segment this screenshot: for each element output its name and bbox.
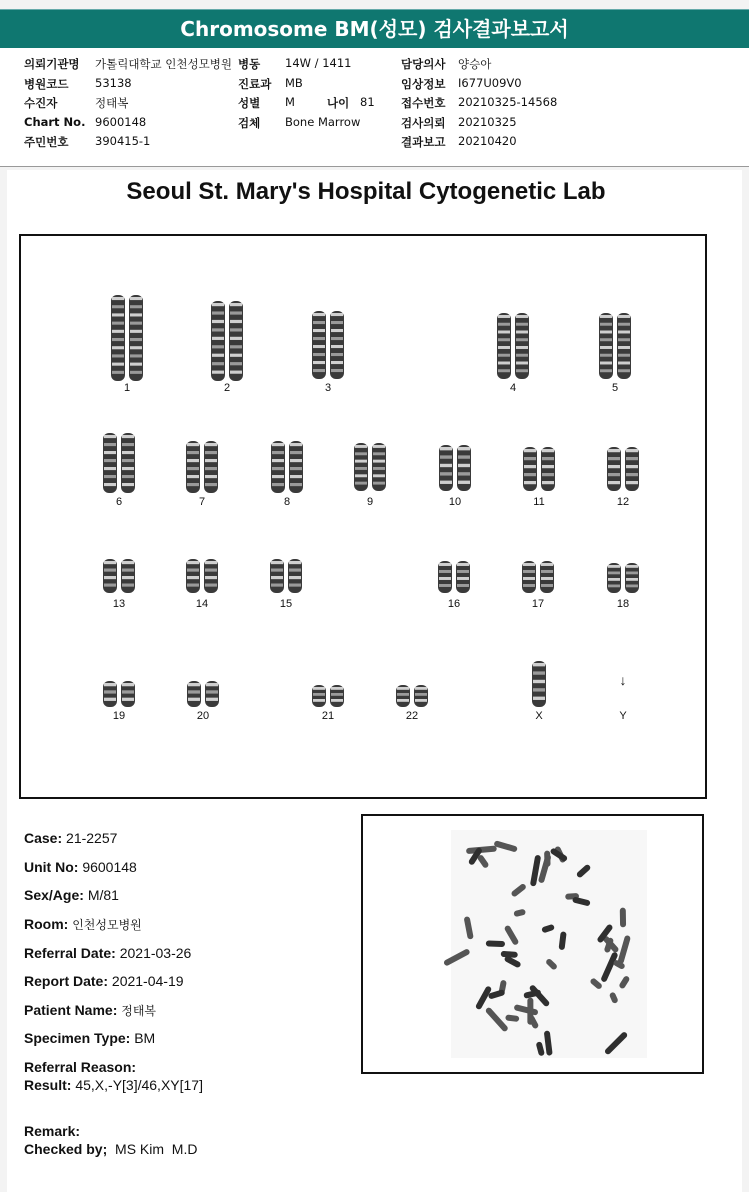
specimen-type-value: BM — [134, 1030, 156, 1046]
referral-date-label: Referral Date: — [24, 945, 116, 961]
specimen-type-line — [24, 1030, 155, 1046]
referral-reason-label: Referral Reason: — [24, 1059, 137, 1075]
header-label: 결과보고 — [401, 135, 446, 149]
checked-by-line — [24, 1141, 197, 1157]
header-value: 9600148 — [95, 115, 147, 129]
chromosome-pair-4 — [492, 312, 534, 380]
header-value: 정태복 — [95, 96, 129, 110]
chromosome-label-2: 2 — [223, 382, 231, 394]
header-label: 병원코드 — [24, 77, 69, 91]
referral-date-value: 2021-03-26 — [119, 945, 192, 961]
header-value: 53138 — [95, 76, 132, 90]
chromosome-pair-11 — [518, 446, 560, 492]
room-label: Room: — [24, 916, 69, 932]
chromosome-label-9: 9 — [366, 496, 374, 508]
checked-by-value: MS Kim M.D — [115, 1141, 198, 1157]
header-value: 20210420 — [458, 134, 517, 148]
result-value: 45,X,-Y[3]/46,XY[17] — [75, 1077, 203, 1093]
metaphase-chromosome — [486, 940, 505, 947]
case-label: Case: — [24, 830, 63, 846]
header-label: 성별 — [238, 96, 261, 110]
sex-age-line — [24, 887, 119, 903]
report-title-bar — [0, 9, 749, 49]
header-label: 주민번호 — [24, 135, 69, 149]
header-label: 수진자 — [24, 96, 58, 110]
chromosome-pair-5 — [594, 312, 636, 380]
chromosome-label-15: 15 — [279, 598, 293, 610]
chromosome-pair-21 — [307, 684, 349, 708]
chromosome-pair-20 — [182, 680, 224, 708]
chromosome-pair-16 — [433, 560, 475, 594]
header-value: 390415-1 — [95, 134, 151, 148]
unit-no-value: 9600148 — [82, 859, 137, 875]
header-value: I677U09V0 — [458, 76, 522, 90]
chromosome-pair-7 — [181, 440, 223, 494]
chromosome-pair-2 — [206, 300, 248, 382]
sex-age-value: M/81 — [87, 887, 119, 903]
metaphase-image-panel — [361, 814, 704, 1074]
chromosome-label-Y: Y — [619, 710, 627, 722]
chromosome-label-22: 22 — [405, 710, 419, 722]
chromosome-label-19: 19 — [112, 710, 126, 722]
chromosome-label-12: 12 — [616, 496, 630, 508]
sex-age-label: Sex/Age: — [24, 887, 84, 903]
room-line — [24, 916, 142, 933]
unit-no-line — [24, 859, 137, 875]
chromosome-pair-17 — [517, 560, 559, 594]
chromosome-label-1: 1 — [123, 382, 131, 394]
missing-y-arrow-icon: ↓ — [619, 672, 627, 688]
chromosome-label-11: 11 — [533, 496, 545, 508]
remark-label: Remark: — [24, 1123, 81, 1139]
chromosome-label-6: 6 — [115, 496, 123, 508]
header-value: 14W / 1411 — [285, 56, 352, 70]
referral-date-line — [24, 945, 191, 961]
chromosome-label-20: 20 — [196, 710, 210, 722]
header-label: 검체 — [238, 116, 261, 130]
chromosome-pair-8 — [266, 440, 308, 494]
header-label: Chart No. — [24, 115, 86, 129]
chromosome-label-5: 5 — [611, 382, 619, 394]
header-value: 20210325 — [458, 115, 517, 129]
chromosome-pair-1 — [106, 294, 148, 382]
header-label: 나이 — [327, 96, 350, 110]
chromosome-pair-14 — [181, 558, 223, 594]
chromosome-pair-22 — [391, 684, 433, 708]
chromosome-label-3: 3 — [324, 382, 332, 394]
header-row — [24, 56, 80, 72]
chromosome-pair-X — [518, 660, 560, 708]
chromosome-pair-12 — [602, 446, 644, 492]
metaphase-spread-image — [363, 816, 702, 1072]
chromosome-pair-13 — [98, 558, 140, 594]
chromosome-pair-18 — [602, 562, 644, 594]
patient-name-label: Patient Name: — [24, 1002, 118, 1018]
metaphase-chromosome — [501, 951, 518, 958]
header-label: 검사의뢰 — [401, 116, 446, 130]
report-date-label: Report Date: — [24, 973, 109, 989]
chromosome-pair-6 — [98, 432, 140, 494]
header-value: Bone Marrow — [285, 115, 361, 129]
patient-name-line — [24, 1002, 156, 1019]
chromosome-label-8: 8 — [283, 496, 291, 508]
report-title: Chromosome BM(성모) 검사결과보고서 — [180, 17, 569, 41]
chromosome-label-10: 10 — [448, 496, 462, 508]
unit-no-label: Unit No: — [24, 859, 79, 875]
chromosome-label-17: 17 — [531, 598, 545, 610]
report-page — [7, 170, 742, 1192]
result-line — [24, 1077, 203, 1093]
room-value: 인천성모병원 — [72, 918, 142, 932]
chromosome-label-14: 14 — [195, 598, 209, 610]
chromosome-label-13: 13 — [112, 598, 126, 610]
karyogram-panel — [19, 234, 707, 799]
chromosome-label-18: 18 — [616, 598, 630, 610]
header-value: 가톨릭대학교 인천성모병원 — [95, 57, 232, 71]
header-value: 81 — [360, 95, 375, 109]
patient-header — [0, 48, 749, 167]
header-value: 20210325-14568 — [458, 95, 558, 109]
metaphase-chromosome — [544, 851, 551, 867]
case-value: 21-2257 — [66, 830, 118, 846]
header-value: 양승아 — [458, 57, 492, 71]
chromosome-pair-15 — [265, 558, 307, 594]
header-label: 의뢰기관명 — [24, 57, 80, 71]
header-label: 임상정보 — [401, 77, 446, 91]
chromosome-label-4: 4 — [509, 382, 517, 394]
chromosome-pair-19 — [98, 680, 140, 708]
chromosome-label-X: X — [535, 710, 543, 722]
chromosome-label-21: 21 — [321, 710, 335, 722]
header-label: 담당의사 — [401, 57, 446, 71]
header-value: MB — [285, 76, 303, 90]
chromosome-label-16: 16 — [447, 598, 461, 610]
header-label: 병동 — [238, 57, 261, 71]
specimen-type-label: Specimen Type: — [24, 1030, 131, 1046]
header-value: M — [285, 95, 295, 109]
patient-name-value: 정태복 — [121, 1004, 157, 1018]
case-line — [24, 830, 117, 846]
header-label: 접수번호 — [401, 96, 446, 110]
header-label: 진료과 — [238, 77, 272, 91]
checked-by-label: Checked by; — [24, 1141, 108, 1157]
report-date-line — [24, 973, 184, 989]
metaphase-chromosome — [620, 908, 626, 928]
chromosome-pair-10 — [434, 444, 476, 492]
lab-title: Seoul St. Mary's Hospital Cytogenetic Lab — [126, 178, 606, 205]
referral-reason-line — [24, 1059, 136, 1075]
chromosome-pair-3 — [307, 310, 349, 380]
result-label: Result: — [24, 1077, 72, 1093]
chromosome-pair-9 — [349, 442, 391, 492]
report-date-value: 2021-04-19 — [111, 973, 184, 989]
chromosome-label-7: 7 — [198, 496, 206, 508]
remark-line — [24, 1123, 80, 1139]
